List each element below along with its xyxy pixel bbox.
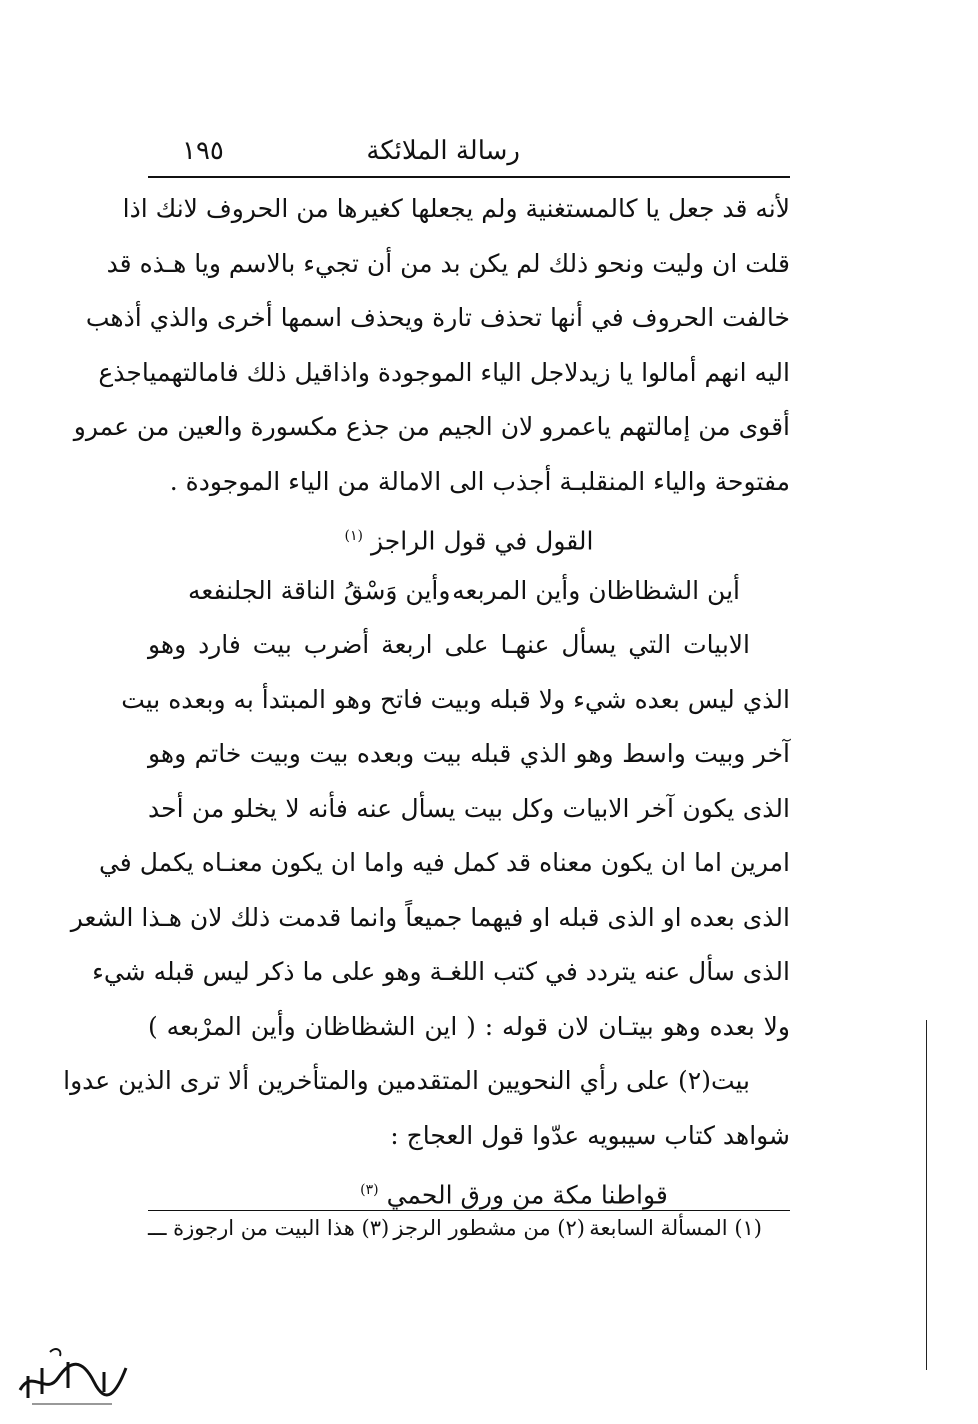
margin-rule <box>926 1020 927 1370</box>
page-header <box>148 132 790 172</box>
text-line: الابيات التي يسأل عنهـا على اربعة أضرب بيت فارد وهو <box>148 630 750 659</box>
header-rule <box>148 176 790 178</box>
text-line: الذى سأل عنه يتردد في كتب اللغـة وهو على ما ذكر ليس قبله شيء <box>92 957 790 986</box>
footnote-1: (١) المسألة السابعة <box>589 1216 762 1240</box>
text-line: شواهد كتاب سيبويه عدّوا قول العجاج : <box>390 1120 790 1150</box>
section-heading: القول في قول الراجز <box>370 526 594 556</box>
footnote-rule <box>148 1210 790 1211</box>
footnote-marker: (٣) <box>360 1182 379 1198</box>
text-line: امرين اما ان يكون معناه قد كمل فيه واما ان يكون معنـاه يكمل في <box>98 848 790 877</box>
footnote-3: (٣) هذا البيت من ارجوزة ـــ <box>148 1216 390 1240</box>
text-line: قلت ان وليت ونحو ذلك لم يكن بد من أن تجيء بالاسم ويا هـذه قد <box>106 248 790 278</box>
text-line: الذي ليس بعده شيء ولا قبله وبيت فاتح وهو المبتدأ به وبعده بيت <box>121 684 790 714</box>
stamp-icon <box>12 1338 132 1410</box>
verse-first-hemistich: أين الشظاظان وأين المربعه <box>452 575 740 605</box>
text-line: آخر وبيت واسط وهو الذي قبله بيت وبعده بيت وبيت خاتم وهو <box>148 739 790 768</box>
text-line: لأنه قد جعل يا كالمستغنية ولم يجعلها كغيرها من الحروف لانك اذا <box>122 194 790 223</box>
text-line: أقوى من إمالتهم ياعمرو لان الجيم من جذع مكسورة والعين من عمرو <box>73 412 790 441</box>
library-stamp-logo <box>12 1338 132 1410</box>
quoted-verse: قواطنا مكة من ورق الحمي <box>386 1180 668 1210</box>
footnote-marker: (١) <box>344 528 363 544</box>
footnotes <box>148 1216 790 1256</box>
main-text <box>63 182 790 1218</box>
verse-second-hemistich: وأين وَسْقُ الناقة الجلنفعه <box>188 575 451 605</box>
verse-line <box>148 564 790 619</box>
text-line: اليه انهم أمالوا يا زيدلاجل الياء الموجودة واذاقيل ذلك فامالتهمياجذع <box>98 357 790 387</box>
text-line: الذى يكون آخر الابيات وكل بيت يسأل عنه فأنه لا يخلو من أحد <box>148 793 790 823</box>
footnote-2: (٢) من مشطور الرجز <box>393 1216 585 1240</box>
section-heading-line <box>148 509 790 564</box>
text-line: بيت(٢) على رأي النحويين المتقدمين والمتأخرين ألا ترى الذين عدوا <box>63 1066 750 1095</box>
text-line: خالفت الحروف في أنها تحذف تارة ويحذف اسمها أخرى والذي أذهب <box>85 303 790 332</box>
text-line: الذى بعده او الذى قبله او فيهما جميعاً وانما قدمت ذلك لان هـذا الشعر <box>70 902 790 932</box>
page-number: ١٩٥ <box>182 136 224 166</box>
running-title: رسالة الملائكة <box>366 136 520 166</box>
text-line: مفتوحة والياء المنقلبـة أجذب الى الامالة من الياء الموجودة . <box>169 466 790 496</box>
text-line: ولا بعده وهو بيتـان لان قوله : ( اين الشظاظان وأين المرْبعه ) <box>148 1011 790 1041</box>
